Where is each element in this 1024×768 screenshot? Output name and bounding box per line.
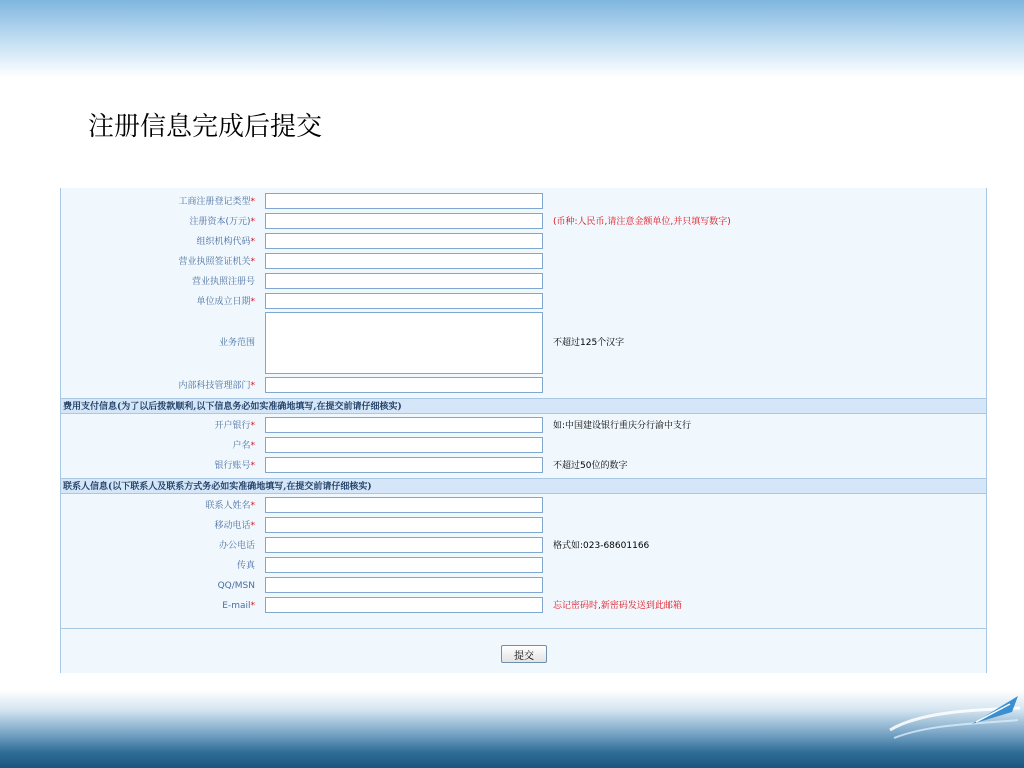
license-number-input[interactable] xyxy=(265,273,543,289)
field-label: 内部科技管理部门* xyxy=(178,381,255,391)
submit-area xyxy=(61,628,986,673)
slide-title: 注册信息完成后提交 xyxy=(88,112,323,142)
establishment-date-input[interactable] xyxy=(265,293,543,309)
field-hint: 如:中国建设银行重庆分行渝中支行 xyxy=(553,421,692,431)
field-label: 户名* xyxy=(232,441,255,451)
form-row-license-number xyxy=(61,272,988,292)
field-hint: 格式如:023-68601166 xyxy=(553,541,650,551)
field-label: 移动电话* xyxy=(214,521,255,531)
business-scope-label: 业务范围 xyxy=(218,338,255,348)
registered-capital-input[interactable] xyxy=(265,213,543,229)
account-number-input[interactable] xyxy=(265,457,543,473)
field-label: E-mail* xyxy=(222,601,255,611)
mobile-input[interactable] xyxy=(265,517,543,533)
field-label: 组织机构代码* xyxy=(196,237,255,247)
form-row-fax xyxy=(61,556,988,576)
email-input[interactable] xyxy=(265,597,543,613)
contact-section-header: 联系人信息(以下联系人及联系方式务必如实准确地填写,在提交前请仔细核实) xyxy=(61,478,986,494)
pen-swoosh-icon xyxy=(880,690,1024,768)
form-row-organization-code xyxy=(61,232,988,252)
form-row-account-name xyxy=(61,436,988,456)
field-label: 单位成立日期* xyxy=(196,297,255,307)
field-hint: 忘记密码时,新密码发送到此邮箱 xyxy=(553,601,682,611)
field-hint: 不超过50位的数字 xyxy=(553,461,628,471)
field-label: QQ/MSN xyxy=(217,581,255,591)
field-label: 工商注册登记类型* xyxy=(178,197,255,207)
field-hint: (币种:人民币,请注意金额单位,并只填写数字) xyxy=(553,217,731,227)
license-authority-input[interactable] xyxy=(265,253,543,269)
field-label: 办公电话 xyxy=(218,541,255,551)
form-row-establishment-date xyxy=(61,292,988,312)
registration-type-input[interactable] xyxy=(265,193,543,209)
form-row-license-authority xyxy=(61,252,988,272)
form-row-contact-name xyxy=(61,496,988,516)
form-row-tech-department xyxy=(61,376,988,396)
field-label: 联系人姓名* xyxy=(205,501,255,511)
registration-form xyxy=(60,188,987,673)
form-row-registered-capital xyxy=(61,212,988,232)
payment-section-header: 费用支付信息(为了以后拨款顺利,以下信息务必如实准确地填写,在提交前请仔细核实) xyxy=(61,398,986,414)
form-row-qq-msn xyxy=(61,576,988,596)
form-row-bank xyxy=(61,416,988,436)
account-name-input[interactable] xyxy=(265,437,543,453)
business-scope-hint: 不超过125个汉字 xyxy=(553,338,625,348)
organization-code-input[interactable] xyxy=(265,233,543,249)
contact-name-input[interactable] xyxy=(265,497,543,513)
tech-department-input[interactable] xyxy=(265,377,543,393)
field-label: 传真 xyxy=(236,561,255,571)
form-row-email xyxy=(61,596,988,616)
field-label: 营业执照签证机关* xyxy=(178,257,255,267)
form-row-registration-type xyxy=(61,192,988,212)
business-scope-textarea[interactable] xyxy=(265,312,543,374)
top-banner xyxy=(0,0,1024,78)
bottom-banner xyxy=(0,690,1024,768)
field-label: 注册资本(万元)* xyxy=(189,217,255,227)
bank-input[interactable] xyxy=(265,417,543,433)
field-label: 银行账号* xyxy=(214,461,255,471)
form-row-account-number xyxy=(61,456,988,476)
form-row-mobile xyxy=(61,516,988,536)
fax-input[interactable] xyxy=(265,557,543,573)
office-phone-input[interactable] xyxy=(265,537,543,553)
field-label: 开户银行* xyxy=(214,421,255,431)
field-label: 营业执照注册号 xyxy=(191,277,255,287)
qq-msn-input[interactable] xyxy=(265,577,543,593)
submit-button[interactable]: 提交 xyxy=(501,645,547,663)
form-row-office-phone xyxy=(61,536,988,556)
